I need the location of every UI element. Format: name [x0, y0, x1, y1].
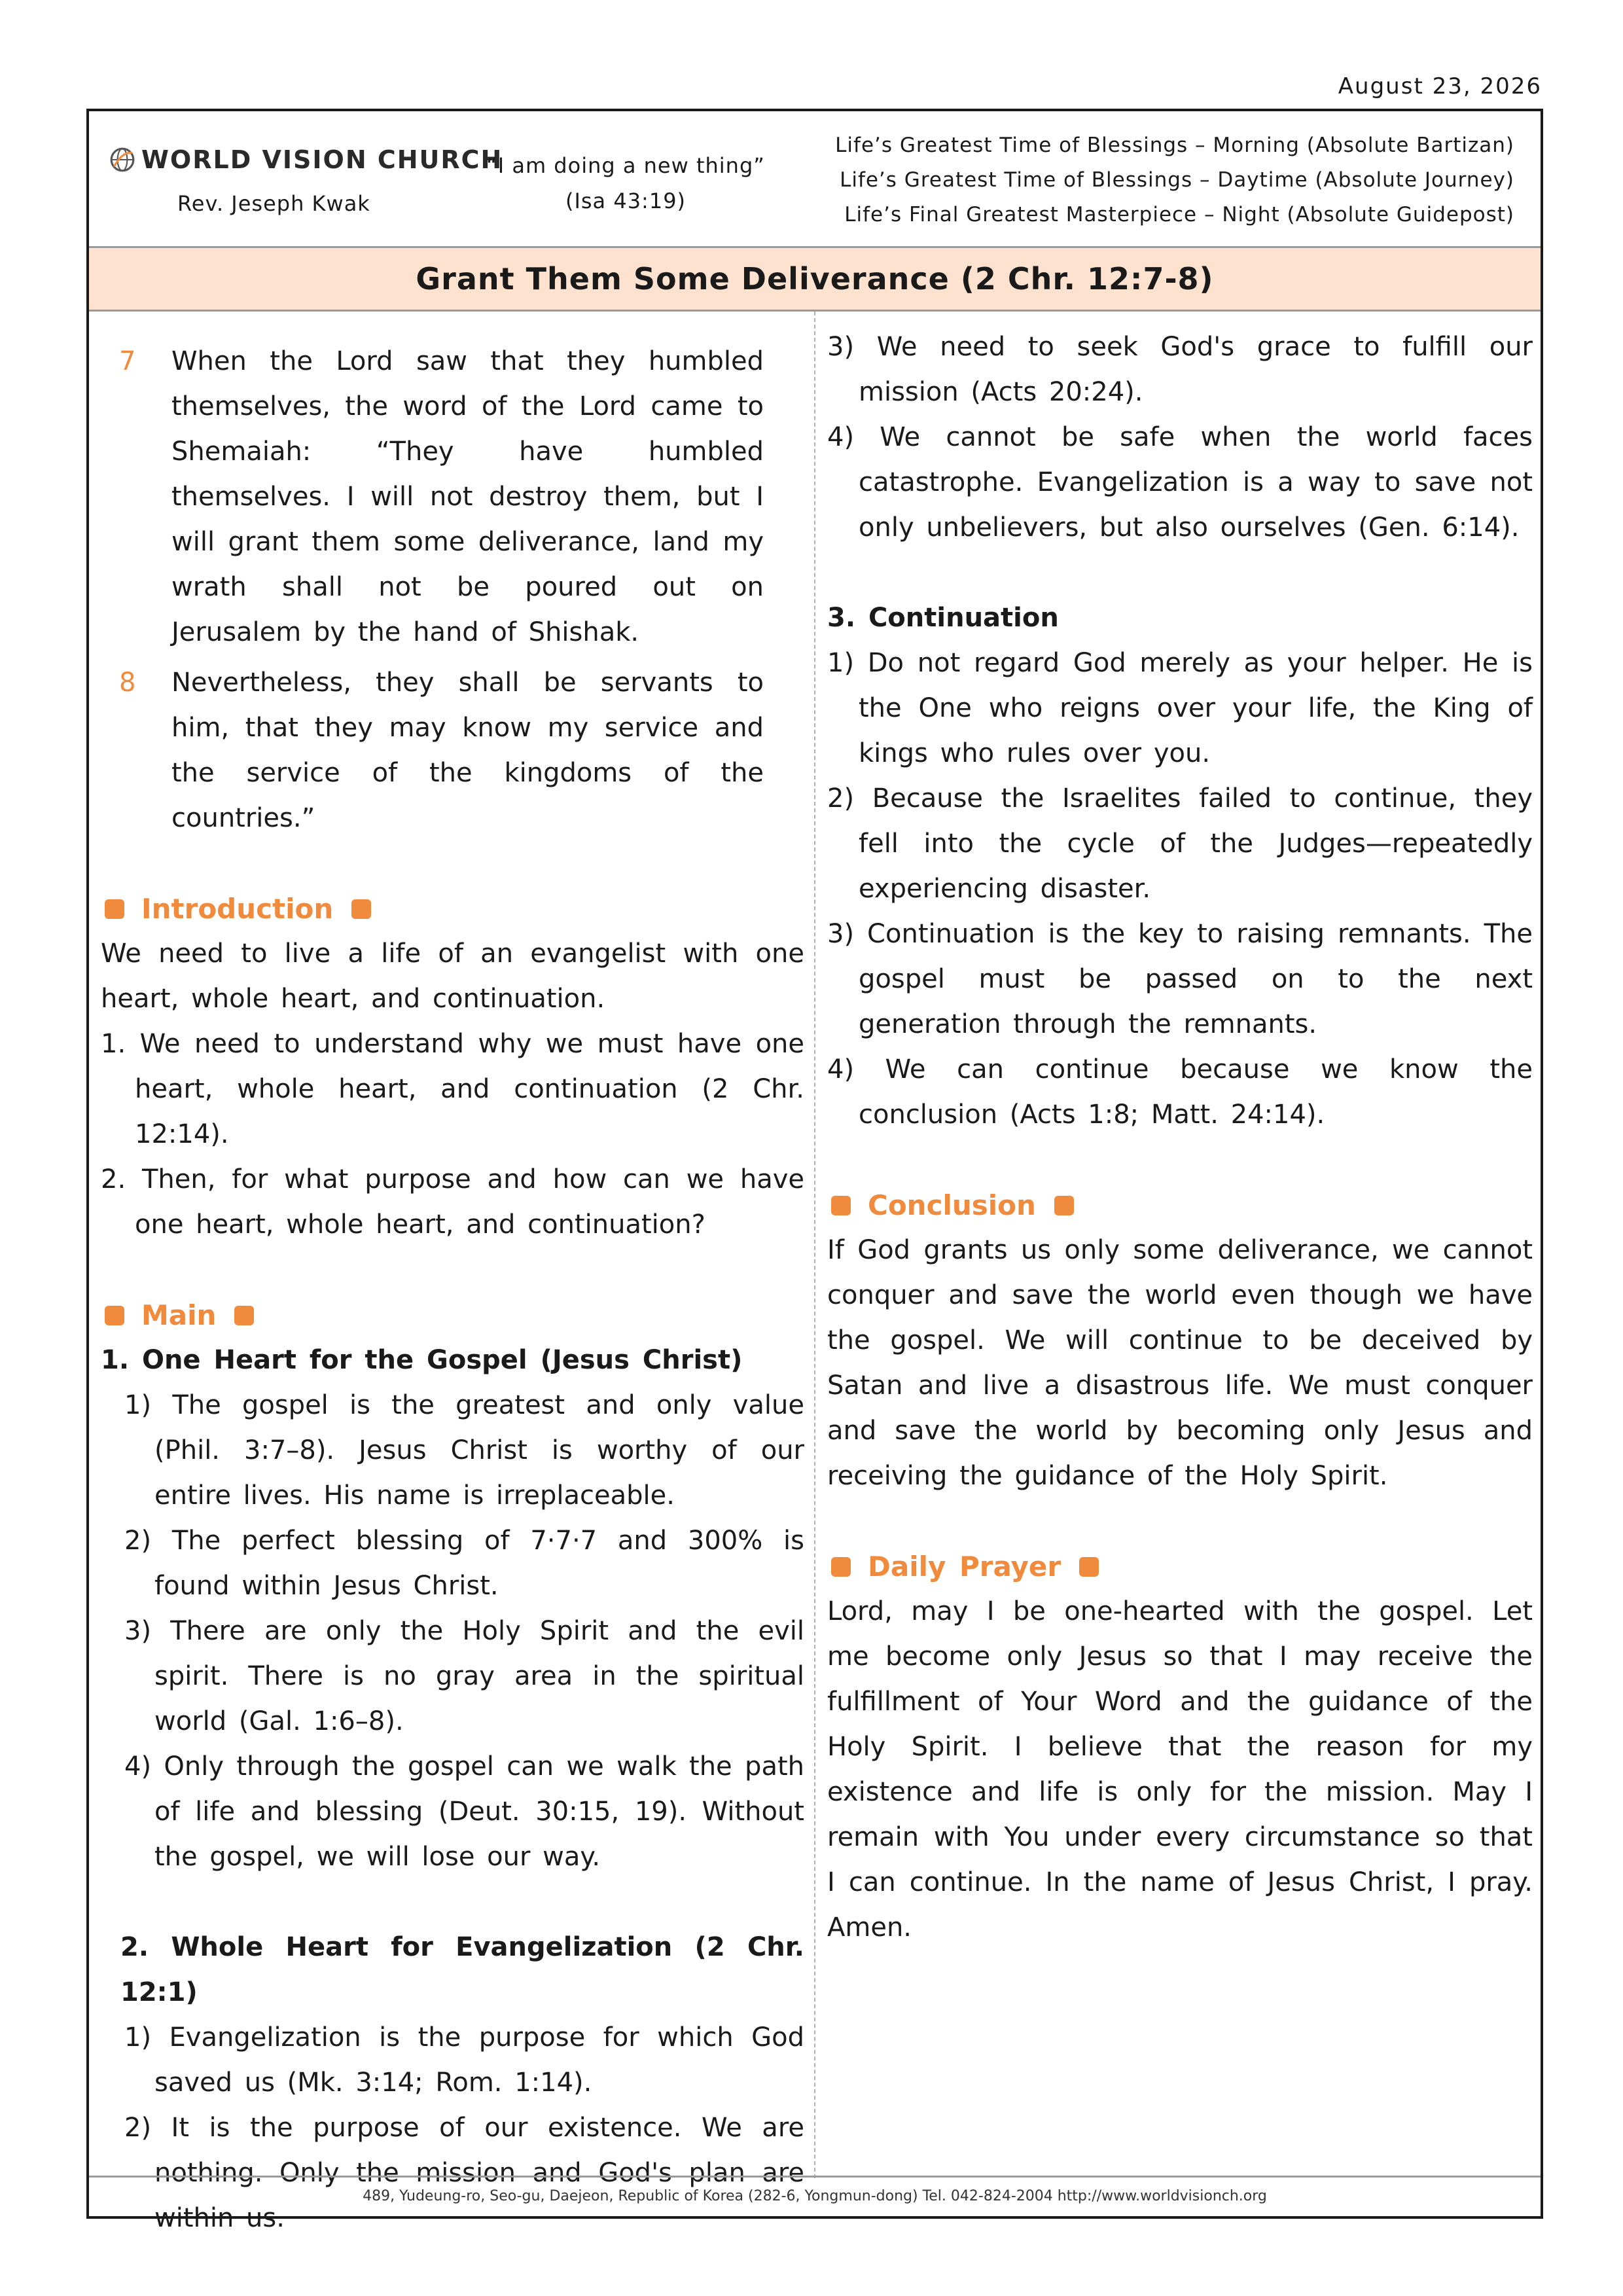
heading-label: Main: [141, 1299, 217, 1331]
conclusion-text: If God grants us only some deliverance, we cannot conquer and save the world even though we have the gospel. We will continue to be deceived by Satan and live a disastrous life. We must conquer and save the world by becoming only Jesus and receiving the guidance of the Holy Spirit.: [827, 1235, 1533, 1491]
conclusion-heading: [827, 1183, 1533, 1228]
bullet-square-icon: [1054, 1196, 1074, 1215]
main-item: 2) The perfect blessing of 7·7·7 and 300% is found within Jesus Christ.: [124, 1526, 804, 1601]
main-heading: [101, 1293, 804, 1338]
daily-prayer-text: Lord, may I be one-hearted with the gospel. Let me become only Jesus so that I may receive the fulfillment of Your Word and the guidance of the Holy Spirit. I believe that the reason for my existence and life is only for the mission. May I remain with You under every circumstance so that I can continue. In the name of Jesus Christ, I pray. Amen.: [827, 1596, 1533, 1943]
daily-prayer-heading: [827, 1544, 1533, 1589]
bulletin-date: August 23, 2026: [1338, 73, 1542, 99]
bullet-square-icon: [105, 899, 124, 919]
blessing-night: Life’s Final Greatest Masterpiece – Night (Absolute Guidepost): [844, 203, 1514, 226]
main-item: 1) Evangelization is the purpose for which God saved us (Mk. 3:14; Rom. 1:14).: [124, 2022, 804, 2098]
verse-number: 7: [119, 346, 136, 376]
verse-8: [101, 660, 804, 841]
introduction-heading: [101, 886, 804, 931]
introduction-item: 2. Then, for what purpose and how can we have one heart, whole heart, and continuation?: [101, 1164, 804, 1240]
main-section-title: 3. Continuation: [827, 603, 1059, 633]
main-item: 1) Do not regard God merely as your helper. He is the One who reigns over your life, the King of kings who rules over you.: [827, 648, 1533, 768]
bullet-square-icon: [351, 899, 371, 919]
introduction-text: We need to live a life of an evangelist with one heart, whole heart, and continuation.: [101, 939, 804, 1014]
header: [89, 111, 1541, 246]
column-divider: [814, 312, 815, 2178]
pastor-name: Rev. Jeseph Kwak: [177, 191, 370, 216]
blessing-daytime: Life’s Greatest Time of Blessings – Daytime (Absolute Journey): [840, 168, 1514, 192]
footer-address: 489, Yudeung-ro, Seo-gu, Daejeon, Republic of Korea (282-6, Yongmun-dong) Tel. 042-824-2004 http://www.worldvisionch.org: [89, 2176, 1541, 2216]
bullet-square-icon: [105, 1306, 124, 1325]
main-item: 2) It is the purpose of our existence. We are nothing. Only the mission and God's plan are within us.: [124, 2113, 804, 2233]
verse-number: 8: [119, 668, 136, 698]
church-name: WORLD VISION CHURCH: [141, 145, 503, 174]
blessing-lines: [835, 128, 1514, 232]
main-item: 4) Only through the gospel can we walk the path of life and blessing (Deut. 30:15, 19). Without the gospel, we will lose our way.: [124, 1751, 804, 1872]
blessing-morning: Life’s Greatest Time of Blessings – Morning (Absolute Bartizan): [835, 134, 1514, 157]
heading-label: Conclusion: [868, 1189, 1036, 1221]
bullet-square-icon: [1079, 1557, 1099, 1577]
main-item: 4) We cannot be safe when the world faces catastrophe. Evangelization is a way to save not only unbelievers, but also ourselves (Gen. 6:14).: [827, 422, 1533, 543]
main-section-title: 2. Whole Heart for Evangelization (2 Chr. 12:1): [120, 1932, 804, 2007]
main-item: 3) There are only the Holy Spirit and the evil spirit. There is no gray area in the spiritual world (Gal. 1:6–8).: [124, 1616, 804, 1736]
church-logo: [109, 145, 503, 174]
main-item: 3) We need to seek God's grace to fulfill our mission (Acts 20:24).: [827, 332, 1533, 407]
verse-text: Nevertheless, they shall be servants to him, that they may know my service and the service of the kingdoms of the countries.”: [171, 668, 764, 833]
heading-label: Daily Prayer: [868, 1551, 1061, 1583]
bullet-square-icon: [234, 1306, 254, 1325]
sermon-title: Grant Them Some Deliverance (2 Chr. 12:7-8): [89, 246, 1541, 312]
globe-icon: [109, 146, 136, 173]
right-column: [827, 312, 1533, 1950]
bullet-square-icon: [831, 1196, 851, 1215]
motto: [455, 148, 796, 219]
main-item: 3) Continuation is the key to raising remnants. The gospel must be passed on to the next generation through the remnants.: [827, 919, 1533, 1039]
verse-7: [101, 339, 804, 655]
main-item: 4) We can continue because we know the conclusion (Acts 1:8; Matt. 24:14).: [827, 1054, 1533, 1130]
main-item: 2) Because the Israelites failed to continue, they fell into the cycle of the Judges—repeatedly experiencing disaster.: [827, 783, 1533, 904]
motto-reference: (Isa 43:19): [565, 188, 687, 213]
left-column: [101, 312, 804, 2241]
heading-label: Introduction: [141, 893, 334, 925]
main-item: 1) The gospel is the greatest and only value (Phil. 3:7–8). Jesus Christ is worthy of our entire lives. His name is irreplaceable.: [124, 1390, 804, 1511]
bullet-square-icon: [831, 1557, 851, 1577]
bulletin-frame: [86, 109, 1543, 2233]
introduction-item: 1. We need to understand why we must have one heart, whole heart, and continuation (2 Chr. 12:14).: [101, 1029, 804, 1149]
motto-quote: “I am doing a new thing”: [486, 153, 765, 178]
main-section-title: 1. One Heart for the Gospel (Jesus Christ): [101, 1345, 743, 1375]
verse-text: When the Lord saw that they humbled themselves, the word of the Lord came to Shemaiah: “They have humbled themselves. I will not destroy them, but I will grant them some deliverance, land my wrath shall not be poured out on Jerusalem by the hand of Shishak.: [171, 346, 764, 647]
